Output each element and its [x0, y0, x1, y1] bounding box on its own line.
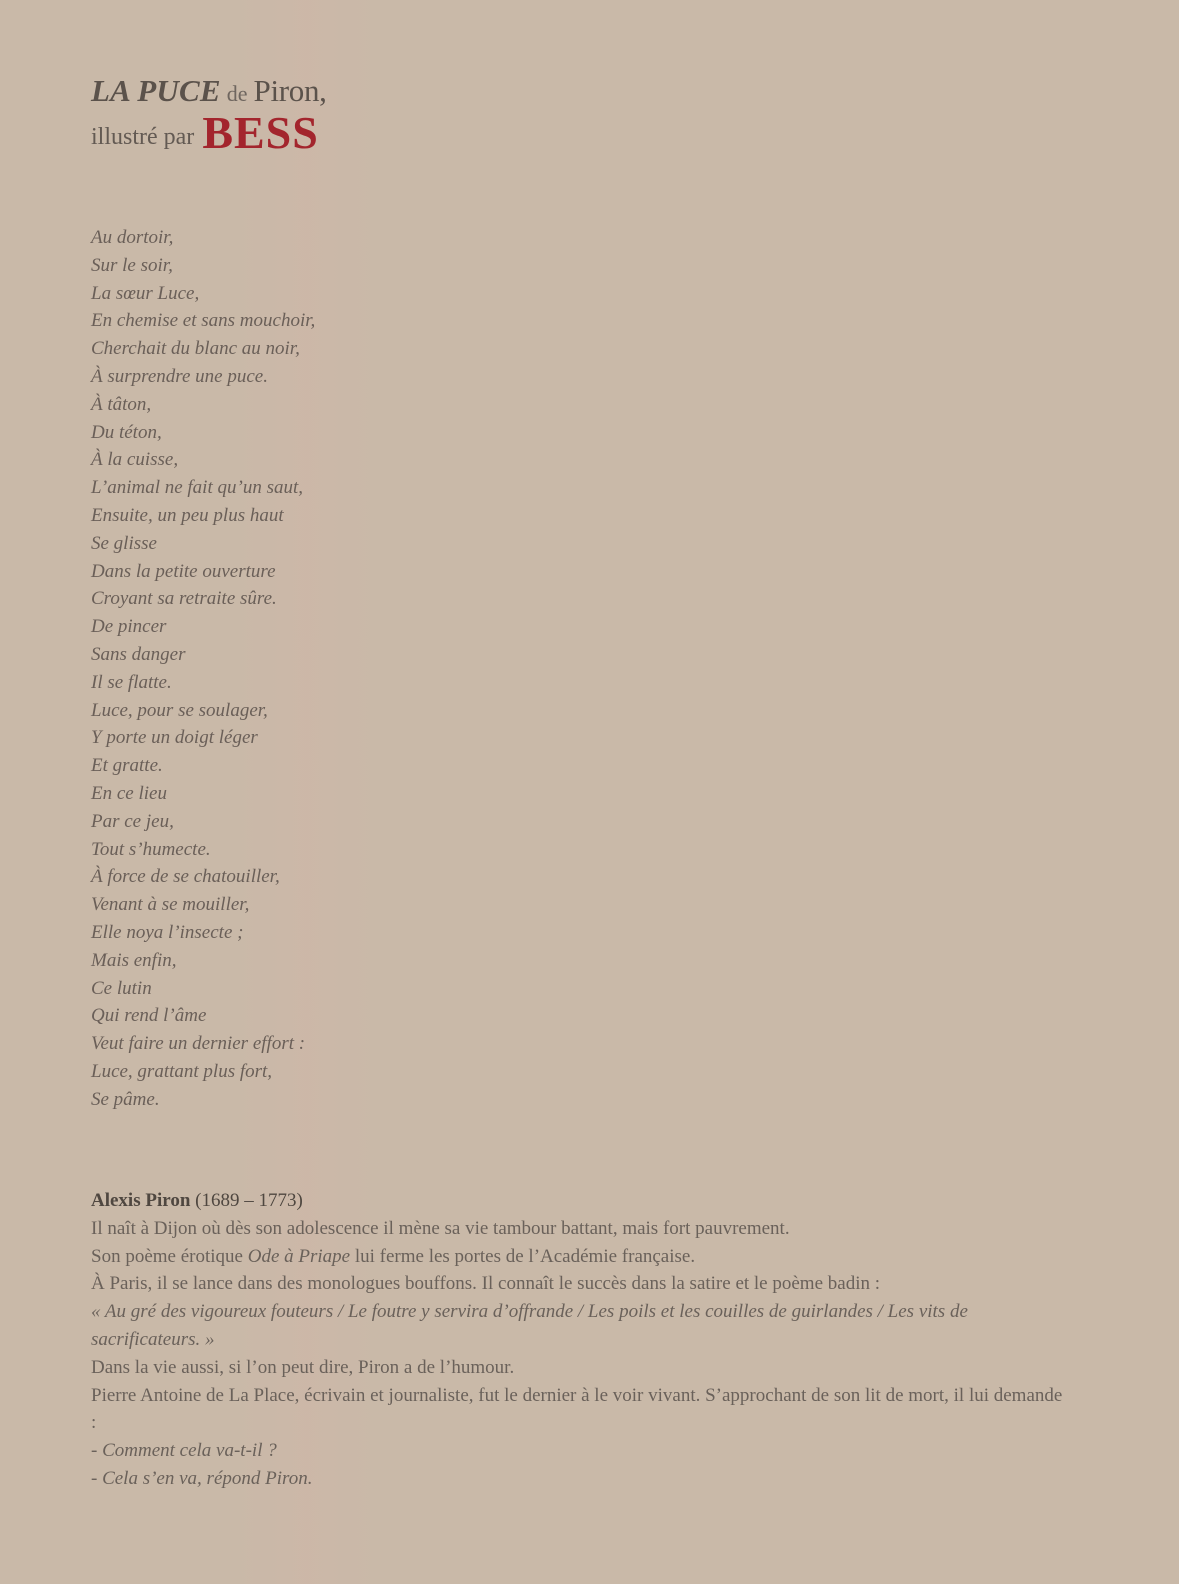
poem-line: Luce, pour se soulager, [91, 699, 268, 721]
biography [91, 1187, 1071, 1493]
poem-line: En ce lieu [91, 782, 167, 804]
poem-line: Cherchait du blanc au noir, [91, 338, 300, 360]
poem-line: Tout s’humecte. [91, 838, 211, 860]
poem-line: À force de se chatouiller, [91, 866, 280, 888]
poem-line: En chemise et sans mouchoir, [91, 310, 316, 332]
poem-line: Qui rend l’âme [91, 1005, 207, 1027]
poem-line: Et gratte. [91, 755, 163, 777]
poem-title: Ode à Priape [247, 1245, 351, 1267]
poem-line: Au dortoir, [91, 227, 174, 248]
poem-line: Sur le soir, [91, 254, 173, 276]
artist-name: BESS [202, 107, 319, 158]
poem-line: Dans la petite ouverture [91, 560, 276, 582]
bio-text-segment: Son poème érotique [91, 1245, 248, 1267]
dialogue-line: - Comment cela va-t-il ? [91, 1440, 277, 1462]
bio-name: Alexis Piron [91, 1190, 191, 1211]
poem-line: L’animal ne fait qu’un saut, [91, 477, 303, 499]
bio-paragraph: Dans la vie aussi, si l’on peut dire, Piron a de l’humour. [91, 1356, 515, 1378]
illustration-credit [91, 107, 511, 158]
poem-line: Croyant sa retraite sûre. [91, 588, 277, 610]
title-connector: de [226, 81, 248, 106]
poem-line: Venant à se mouiller, [91, 894, 250, 916]
bio-paragraph [91, 1243, 1071, 1271]
poem-line: Veut faire un dernier effort : [91, 1033, 306, 1055]
poem-line: Ce lutin [91, 977, 152, 999]
poem-line: À la cuisse, [91, 449, 179, 471]
poem-line: Mais enfin, [91, 949, 177, 971]
poem-line: De pincer [91, 616, 167, 638]
title-block [91, 73, 511, 158]
poem-line: Elle noya l’insecte ; [91, 921, 244, 943]
title-line [91, 75, 511, 106]
poem-line: Il se flatte. [91, 671, 172, 693]
work-title: LA PUCE [91, 73, 221, 108]
bio-paragraph: À Paris, il se lance dans des monologues bouffons. Il connaît le succès dans la satire et le poème badin : [91, 1273, 881, 1295]
poem-line: Luce, grattant plus fort, [91, 1060, 273, 1082]
bio-text-segment: lui ferme les portes de l’Académie française. [350, 1245, 696, 1267]
bio-dates: (1689 – 1773) [195, 1190, 303, 1211]
bio-paragraph: Pierre Antoine de La Place, écrivain et journaliste, fut le dernier à le voir vivant. S’approchant de son lit de mort, il lui demande : [91, 1384, 1063, 1434]
poem-line: Se pâme. [91, 1088, 160, 1110]
illustrated-by-label: illustré par [91, 124, 195, 150]
poem-line: La sœur Luce, [91, 282, 200, 304]
poem-line: Ensuite, un peu plus haut [91, 504, 284, 526]
poem-text [91, 224, 511, 1114]
poem-line: Par ce jeu, [91, 810, 174, 832]
poem-line: À tâton, [91, 393, 152, 415]
poem-line: À surprendre une puce. [91, 365, 268, 387]
dialogue-line: - Cela s’en va, répond Piron. [91, 1467, 313, 1489]
poem-line: Du téton, [91, 421, 162, 443]
quote-paragraph: « Au gré des vigoureux fouteurs / Le foutre y servira d’offrande / Les poils et les couilles de guirlandes / Les vits de sacrificateurs. » [91, 1301, 968, 1350]
poem-line: Se glisse [91, 532, 157, 554]
poem-line: Y porte un doigt léger [91, 727, 258, 749]
author-name: Piron, [253, 73, 327, 108]
bio-heading [91, 1187, 1071, 1215]
poem-line: Sans danger [91, 643, 186, 665]
bio-paragraph: Il naît à Dijon où dès son adolescence il mène sa vie tambour battant, mais fort pauvrement. [91, 1217, 790, 1239]
